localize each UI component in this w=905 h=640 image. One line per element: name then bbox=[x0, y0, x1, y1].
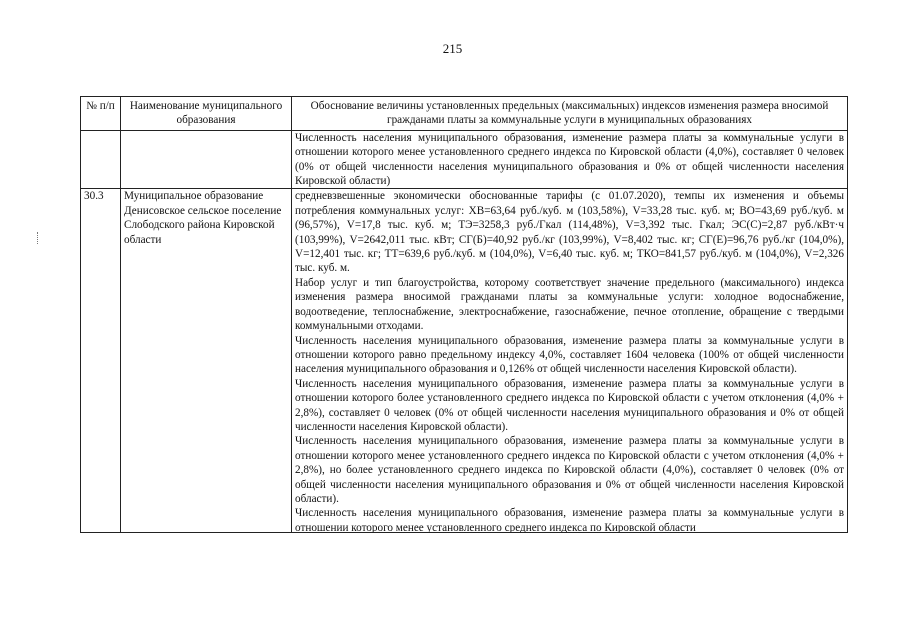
page-number: 215 bbox=[442, 41, 463, 56]
table-row bbox=[81, 189, 848, 533]
cell-num: 30.3 bbox=[81, 189, 121, 533]
tariffs-paragraph: средневзвешенные экономически обоснованные тарифы (с 01.07.2020), темпы их изменения и объемы потребления коммунальных услуг: ХВ=63,64 руб./куб. м (103,58%), V=33,28 тыс. куб. м; ВО=43,69 руб./куб. м (96,57%), V=17,8 тыс. куб. м; ТЭ=3258,3 руб./Гкал (114,48%), V=3,392 тыс. Гкал; ЭС(С)=2,87 руб./кВт·ч (103,99%), V=2642,011 тыс. кВт; СГ(Б)=40,92 руб./кг (103,99%), V=8,402 тыс. кг; СГ(Е)=96,76 руб./кг (104,0%), V=12,401 тыс. кг; ТТ=639,6 руб./куб. м (104,0%), V=6,40 тыс. куб. м; ТКО=841,57 руб./куб. м (104,0%), V=2,326 тыс. куб. м. bbox=[295, 190, 844, 275]
population-below-paragraph: Численность населения муниципального образования, изменение размера платы за коммунальные услуги в отношении которого менее установленного среднего индекса по Кировской области bbox=[295, 507, 844, 533]
header-basis: Обоснование величины установленных предельных (максимальных) индексов изменения размера вносимой гражданами платы за коммунальные услуги в муниципальных образованиях bbox=[292, 97, 848, 131]
table-header-row bbox=[81, 97, 848, 131]
header-name: Наименование муниципального образования bbox=[121, 97, 292, 131]
tariff-table bbox=[80, 96, 848, 533]
cell-basis bbox=[292, 189, 848, 533]
table-row-continuation bbox=[81, 130, 848, 189]
population-above-paragraph: Численность населения муниципального образования, изменение размера платы за коммунальные услуги в отношении которого более установленного среднего индекса по Кировской области с учетом отклонения (4,0% + 2,8%), составляет 0 человек (0% от общей численности населения муниципального образования и 0% от общей численности населения Кировской области). bbox=[295, 377, 844, 433]
cell-name: Муниципальное образование Денисовское сельское поселение Слободского района Кировской области bbox=[121, 189, 292, 533]
header-num: № п/п bbox=[81, 97, 121, 131]
cell-basis: Численность населения муниципального образования, изменение размера платы за коммунальные услуги в отношении которого менее установленного среднего индекса по Кировской области (4,0%), составляет 0 человек (0% от общей численности населения муниципального образования и 0% от общей численности населения Кировской области) bbox=[292, 130, 848, 189]
population-between-paragraph: Численность населения муниципального образования, изменение размера платы за коммунальные услуги в отношении которого менее установленного среднего индекса по Кировской области с учетом отклонения (4,0% + 2,8%), но более установленного среднего индекса по Кировской области (4,0%), составляет 0 человек (0% от общей численности населения муниципального образования и 0% от общей численности населения Кировской области). bbox=[295, 435, 844, 505]
population-equal-paragraph: Численность населения муниципального образования, изменение размера платы за коммунальные услуги в отношении которого равно предельному индексу 4,0%, составляет 1604 человека (100% от общей численности населения муниципального образования и 0,126% от общей численности населения Кировской области). bbox=[295, 334, 844, 376]
services-paragraph: Набор услуг и тип благоустройства, которому соответствует значение предельного (максимального) индекса изменения размера вносимой гражданами платы за коммунальные услуги: холодное водоснабжение, водоотведение, теплоснабжение, электроснабжение, газоснабжение, печное отопление, обращение с твердыми коммунальными отходами. bbox=[295, 276, 844, 333]
cell-name bbox=[121, 130, 292, 189]
cell-num bbox=[81, 130, 121, 189]
margin-mark bbox=[37, 232, 39, 244]
